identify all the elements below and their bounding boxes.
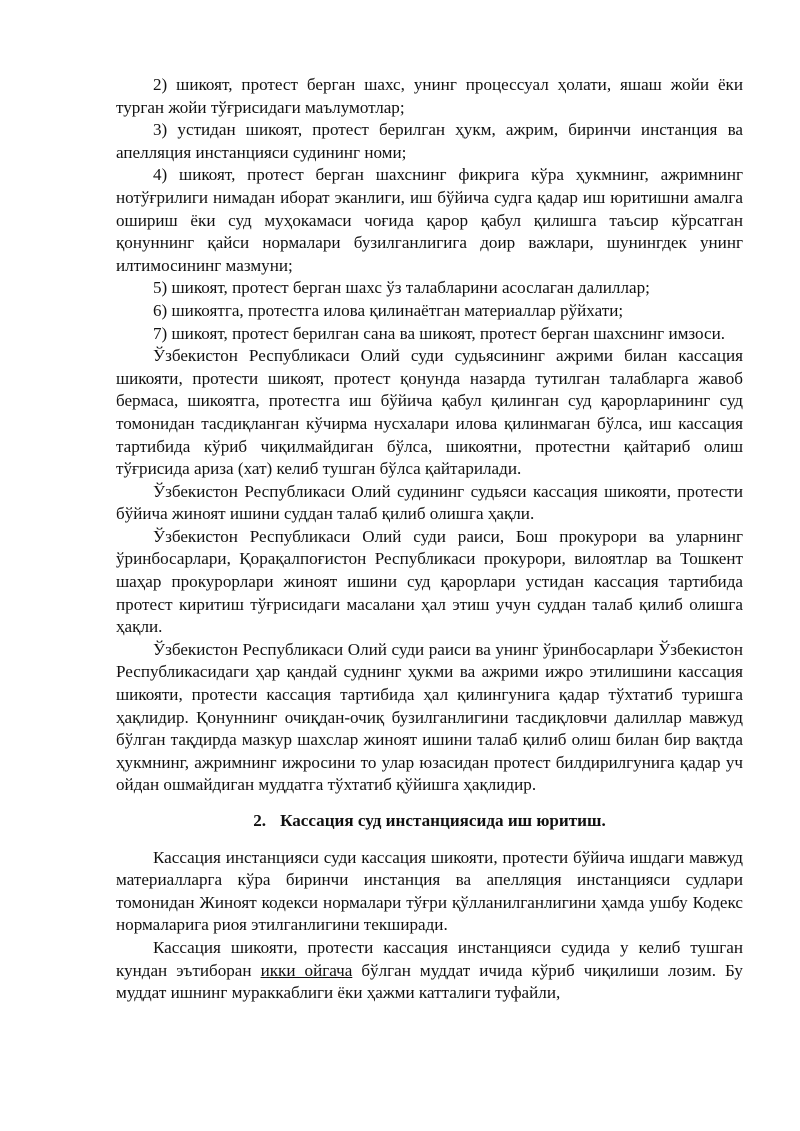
paragraph-item-2: 2) шикоят, протест берган шахс, унинг процессуал ҳолати, яшаш жойи ёки турган жойи тўғрисидаги маълумотлар;: [116, 75, 743, 117]
paragraph-item-3: 3) устидан шикоят, протест берилган ҳукм, ажрим, биринчи инстанция ва апелляция инстанцияси судининг номи;: [116, 120, 743, 162]
review-term-text-end: бўлган муддат ичида кўриб чиқилиши лозим. Бу муддат ишнинг мураккаблиги ёки ҳажми катталиги туфайли,: [116, 960, 743, 1003]
paragraph-item-5: 5) шикоят, протест берган шахс ўз талабларини асослаган далиллар;: [153, 278, 650, 298]
section-heading: [116, 810, 743, 833]
section-title: Кассация суд инстанциясида иш юритиш.: [280, 811, 606, 830]
review-term-underlined: икки ойгача: [260, 960, 353, 980]
section-number: 2.: [253, 811, 267, 830]
paragraph-judge-request: Ўзбекистон Республикаси Олий судининг судьяси кассация шикояти, протести бўйича жиноят ишини суддан талаб қилиб олишга ҳақли.: [116, 481, 743, 524]
paragraph-return-conditions: Ўзбекистон Республикаси Олий суди судьясининг ажрими билан кассация шикояти, протести шикоят, протест қонунда назарда тутилган талабларга жавоб бермаса, шикоятга, протестга иш бўйича қабул қилинган суд қарорларининг суд томонидан тасдиқланган кўчирма нусхалари илова қилинмаган бўлса, иш кассация тартибида кўриб чиқилмайдиган бўлса, шикоятни, протестни қайтариб олиш тўғрисида ариза (хат) келиб тушган бўлса қайтарилади.: [116, 346, 743, 479]
paragraph-item-7: 7) шикоят, протест берилган сана ва шикоят, протест берган шахснинг имзоси.: [153, 323, 726, 343]
paragraph-item-4: 4) шикоят, протест берган шахснинг фикрига кўра ҳукмнинг, ажримнинг нотўғрилиги нимадан иборат эканлиги, иш бўйича судга қадар иш юритишни амалга ошириш ёки суд муҳокамаси чоғида қарор қабул қилишга таъсир кўрсатган қонуннинг қайси нормалари бузилганлигига доир важлари, шунингдек унинг илтимосининг мазмуни;: [116, 165, 743, 275]
paragraph-suspension: Ўзбекистон Республикаси Олий суди раиси ва унинг ўринбосарлари Ўзбекистон Республикасидаги ҳар қандай суднинг ҳукми ва ажрими ижро этилишини кассация шикояти, протести кассация тартибида ҳал қилингунига қадар тўхтатиб туришга ҳақлидир. Қонуннинг очиқдан-очиқ бузилганлигини тасдиқловчи далиллар мавжуд бўлган тақдирда мазкур шахслар жиноят ишини талаб қилиб олиш билан бир вақтда ҳукмнинг, ажримнинг ижросини то улар юзасидан протест билдирилгунига қадар уч ойдан ошмайдиган муддатга тўхтатиб қўйишга ҳақлидир.: [116, 639, 743, 795]
document-page: [116, 74, 743, 1005]
paragraph-review-term: [116, 937, 743, 1005]
paragraph-item-6: 6) шикоятга, протестга илова қилинаётган материаллар рўйхати;: [153, 300, 624, 320]
paragraph-officials-request: Ўзбекистон Республикаси Олий суди раиси, Бош прокурори ва уларнинг ўринбосарлари, Қорақалпоғистон Республикаси прокурори, вилоятлар ва Тошкент шаҳар прокурорлари жиноят ишини суд қарорлари устидан кассация тартибида протест киритиш тўғрисидаги масалани ҳал этиш учун суддан талаб қилиб олишга ҳақли.: [116, 526, 743, 637]
review-term-text-start: Кассация шикояти, протести кассация инстанцияси судида у келиб тушган кундан эътиборан: [116, 937, 743, 980]
paragraph-cassation-review: Кассация инстанцияси суди кассация шикояти, протести бўйича ишдаги мавжуд материалларга кўра биринчи инстанция ва апелляция инстанцияси судлари томонидан Жиноят кодекси нормалари тўғри қўлланилганлигини ҳамда ушбу Кодекс нормаларига риоя этилганлигини текширади.: [116, 847, 743, 935]
